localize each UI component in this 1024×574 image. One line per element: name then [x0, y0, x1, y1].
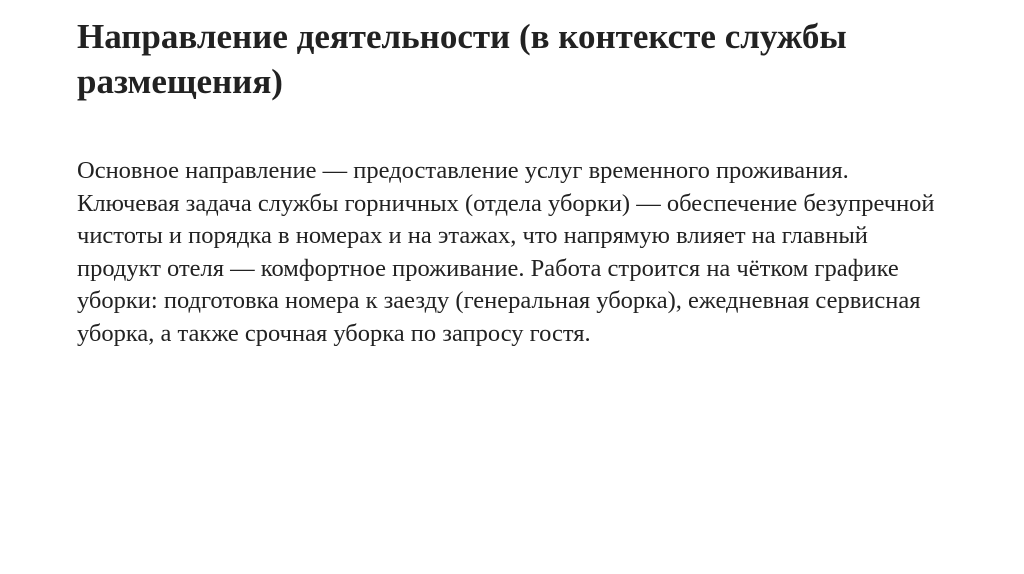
slide-title: Направление деятельности (в контексте службы размещения) — [77, 17, 847, 101]
slide-body-text: Основное направление — предоставление услуг временного проживания. Ключевая задача службы горничных (отдела уборки) — обеспечение безупречной чистоты и порядка в номерах и на этажах, что напрямую влияет на главный продукт отеля — комфортное проживание. Работа строится на чётком графике уборки: подготовка номера к заезду (генеральная уборка), ежедневная сервисная уборка, а также срочная уборка по запросу гостя. — [77, 157, 935, 347]
